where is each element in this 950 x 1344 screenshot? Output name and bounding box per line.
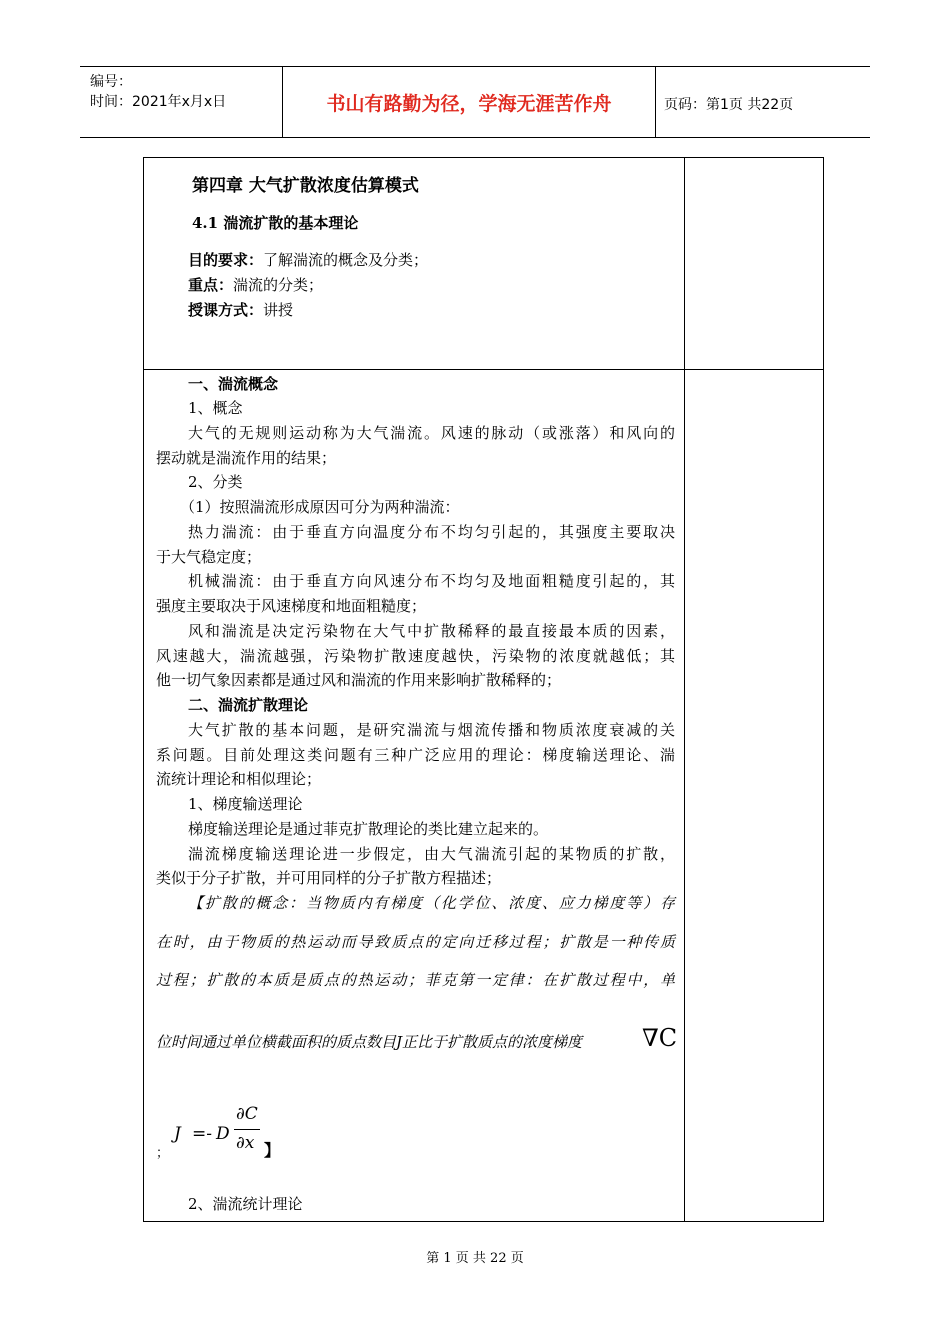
- intro-cell: [144, 158, 684, 369]
- goal-text: 了解湍流的概念及分类；: [263, 251, 429, 269]
- chapter-title: 第四章 大气扩散浓度估算模式: [192, 176, 419, 196]
- header-page-info: 页码：第1页 共22页: [664, 97, 794, 113]
- paragraph-line: 强度主要取决于风速梯度和地面粗糙度；: [156, 597, 427, 615]
- paragraph-line: 类似于分子扩散，并可用同样的分子扩散方程描述；: [156, 869, 502, 887]
- subheading-statistical-theory: 2、湍流统计理论: [188, 1195, 303, 1213]
- italic-note-line: 在时，由于物质的热运动而导致质点的定向迁移过程；扩散是一种传质: [156, 933, 675, 951]
- formula-equals: =-: [192, 1124, 212, 1144]
- page-header: [80, 66, 870, 138]
- paragraph-line: 他一切气象因素都是通过风和湍流的作用来影响扩散稀释的；: [156, 671, 562, 689]
- header-motto: 书山有路勤为径，学海无涯苦作舟: [282, 67, 656, 137]
- key-label: 重点：: [188, 276, 234, 294]
- paragraph-line: 系问题。目前处理这类问题有三种广泛应用的理论：梯度输送理论、湍: [156, 746, 675, 764]
- paragraph-line: 风和湍流是决定污染物在大气中扩散稀释的最直接最本质的因素，: [188, 622, 675, 640]
- key-text: 湍流的分类；: [233, 276, 324, 294]
- paragraph-line: 摆动就是湍流作用的结果；: [156, 449, 337, 467]
- subheading-gradient-transport: 1、梯度输送理论: [188, 795, 303, 813]
- paragraph-line: （1）按照湍流形成原因可分为两种湍流：: [180, 498, 460, 516]
- section-title: 4.1 湍流扩散的基本理论: [192, 214, 359, 232]
- paragraph-line: 湍流梯度输送理论进一步假定，由大气湍流引起的某物质的扩散，: [188, 845, 675, 863]
- paragraph-line: 大气的无规则运动称为大气湍流。风速的脉动（或涨落）和风向的: [188, 424, 675, 442]
- lesson-table: [143, 157, 824, 1222]
- paragraph-line: 机械湍流：由于垂直方向风速分布不均匀及地面粗糙度引起的，其: [188, 572, 675, 590]
- paragraph-line: 流统计理论和相似理论；: [156, 770, 322, 788]
- formula-close-bracket: 】: [264, 1141, 281, 1160]
- formula-semicolon: ；: [156, 1146, 170, 1161]
- column-divider: [684, 158, 685, 1221]
- page-footer: 第 1 页 共 22 页: [426, 1251, 524, 1266]
- subheading-classification: 2、分类: [188, 473, 243, 491]
- heading-turbulence-concept: 一、湍流概念: [188, 375, 279, 393]
- subheading-concept: 1、概念: [188, 399, 243, 417]
- formula-j: J: [174, 1124, 181, 1144]
- italic-note-line: 过程；扩散的本质是质点的热运动；菲克第一定律：在扩散过程中，单: [156, 971, 675, 989]
- method-text: 讲授: [263, 301, 294, 319]
- fick-formula: [156, 1100, 306, 1170]
- header-meta: [80, 67, 280, 137]
- gradient-symbol: ∇C: [642, 1024, 678, 1052]
- formula-numerator: ∂C: [236, 1104, 258, 1124]
- formula-denominator: ∂x: [236, 1133, 255, 1153]
- paragraph-line: 梯度输送理论是通过菲克扩散理论的类比建立起来的。: [188, 820, 549, 838]
- paragraph-line: 于大气稳定度；: [156, 548, 262, 566]
- italic-note-line: 【扩散的概念：当物质内有梯度（化学位、浓度、应力梯度等）存: [188, 894, 675, 912]
- content-cell: [144, 370, 684, 1221]
- goal-line: [188, 250, 428, 270]
- paragraph-line: 大气扩散的基本问题，是研究湍流与烟流传播和物质浓度衰减的关: [188, 721, 675, 739]
- paragraph-line: 热力湍流：由于垂直方向温度分布不均匀引起的，其强度主要取决: [188, 523, 675, 541]
- key-line: [188, 275, 323, 295]
- method-label: 授课方式：: [188, 301, 264, 319]
- heading-diffusion-theory: 二、湍流扩散理论: [188, 696, 309, 714]
- formula-d: D: [216, 1124, 230, 1144]
- paragraph-line: 风速越大，湍流越强，污染物扩散速度越快，污染物的浓度就越低；其: [156, 647, 675, 665]
- method-line: [188, 300, 293, 320]
- fraction-bar: [234, 1129, 260, 1130]
- italic-note-line: 位时间通过单位横截面积的质点数目J正比于扩散质点的浓度梯度: [156, 1033, 583, 1051]
- number-label: 编号：: [90, 74, 132, 90]
- time-label: 时间：2021年x月x日: [90, 94, 227, 110]
- goal-label: 目的要求：: [188, 251, 264, 269]
